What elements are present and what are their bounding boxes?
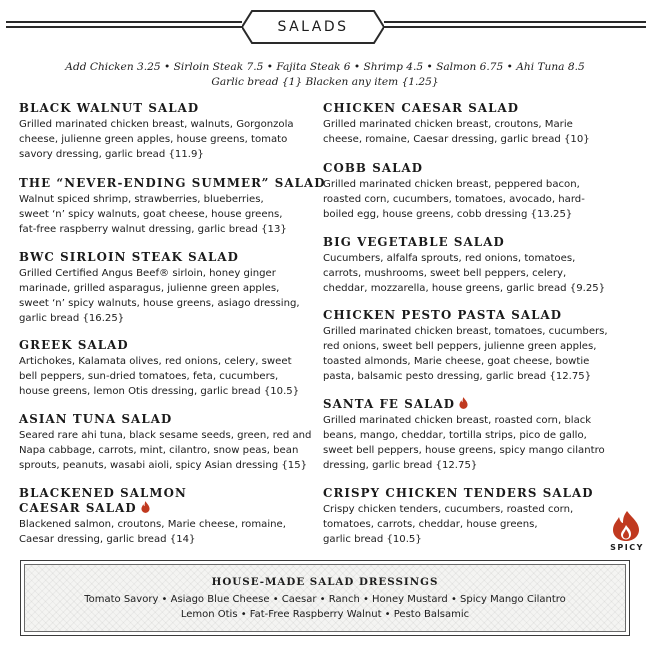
dressings-list-line-2: Lemon Otis • Fat-Free Raspberry Walnut • Pesto Balsamic <box>180 609 470 620</box>
menu-item-asian-tuna-salad <box>19 412 311 473</box>
menu-item-chicken-caesar-salad <box>323 101 590 147</box>
item-description: Blackened salmon, croutons, Marie cheese, romaine, Caesar dressing, garlic bread {14} <box>19 519 286 545</box>
header-banner <box>242 10 384 44</box>
menu-item-black-walnut-salad <box>19 101 294 162</box>
item-title-line-2: CAESAR SALAD <box>19 501 286 516</box>
item-description: Grilled marinated chicken breast, croutons, Marie cheese, romaine, Caesar dressing, garlic bread {10} <box>323 119 590 145</box>
item-description: Walnut spiced shrimp, strawberries, blueberries, sweet ‘n’ spicy walnuts, goat cheese, house greens, fat-free raspberry walnut dressing, garlic bread {13} <box>19 194 287 235</box>
spicy-legend-icon <box>612 511 640 545</box>
menu-item-blackened-salmon-caesar-salad <box>19 486 286 547</box>
menu-item-chicken-pesto-pasta-salad <box>323 308 608 384</box>
item-description: Crispy chicken tenders, cucumbers, roasted corn, tomatoes, carrots, cheddar, house greens, garlic bread {10.5} <box>323 504 574 545</box>
item-title: CHICKEN CAESAR SALAD <box>323 101 520 115</box>
menu-item-cobb-salad <box>323 161 585 222</box>
header-rule-right <box>384 21 646 28</box>
spicy-label: SPICY <box>610 543 644 552</box>
item-title: CHICKEN PESTO PASTA SALAD <box>323 308 563 322</box>
item-title: BLACK WALNUT SALAD <box>19 101 200 115</box>
item-title: BLACKENED SALMON <box>19 486 187 500</box>
item-description: Artichokes, Kalamata olives, red onions, celery, sweet bell peppers, sun-dried tomatoes, feta, cucumbers, house greens, lemon Otis dressing, garlic bread {10.5} <box>19 356 300 397</box>
item-description: Grilled marinated chicken breast, peppered bacon, roasted corn, cucumbers, tomatoes, avocado, hard- boiled egg, house greens, cobb dressing {13.25} <box>323 179 585 220</box>
dressings-title: HOUSE-MADE SALAD DRESSINGS <box>211 576 439 588</box>
item-title: BIG VEGETABLE SALAD <box>323 235 505 249</box>
item-description: Grilled marinated chicken breast, walnuts, Gorgonzola cheese, julienne green apples, house greens, tomato savory dressing, garlic bread {11.9} <box>19 119 294 160</box>
menu-item-santa-fe-salad <box>323 397 605 473</box>
item-title: COBB SALAD <box>323 161 424 175</box>
flame-icon <box>612 511 640 541</box>
item-description: Cucumbers, alfalfa sprouts, red onions, tomatoes, carrots, mushrooms, sweet bell peppers, celery, cheddar, mozzarella, house greens, garlic bread {9.25} <box>323 253 606 294</box>
flame-icon <box>141 501 150 513</box>
menu-item-big-vegetable-salad <box>323 235 605 296</box>
item-title: CRISPY CHICKEN TENDERS SALAD <box>323 486 594 500</box>
menu-item-never-ending-summer-salad <box>19 176 326 237</box>
item-title: ASIAN TUNA SALAD <box>19 412 173 426</box>
item-title: THE “NEVER-ENDING SUMMER” SALAD <box>19 176 326 190</box>
item-description: Grilled marinated chicken breast, roasted corn, black beans, mango, cheddar, tortilla strips, pico de gallo, sweet bell peppers, house greens, spicy mango cilantro dressing, garlic bread {12.75} <box>323 415 605 471</box>
item-title: BWC SIRLOIN STEAK SALAD <box>19 250 239 264</box>
menu-item-greek-salad <box>19 338 299 399</box>
menu-item-crispy-chicken-tenders-salad <box>323 486 594 547</box>
item-title: GREEK SALAD <box>19 338 129 352</box>
item-description: Grilled marinated chicken breast, tomatoes, cucumbers, red onions, sweet bell peppers, julienne green apples, toasted almonds, Marie cheese, goat cheese, bowtie pasta, balsamic pesto dressing, garlic bread {12.75} <box>323 326 608 382</box>
item-description: Grilled Certified Angus Beef® sirloin, honey ginger marinade, grilled asparagus, julienne green apples, sweet ‘n’ spicy walnuts, house greens, asiago dressing, garlic bread {16.25} <box>19 268 300 324</box>
dressings-list-line-1: Tomato Savory • Asiago Blue Cheese • Caesar • Ranch • Honey Mustard • Spicy Mango Cilantro <box>84 594 566 605</box>
addons-line-2: Garlic bread {1} Blacken any item {1.25} <box>211 76 439 88</box>
item-title: SANTA FE SALAD <box>323 397 605 412</box>
menu-item-bwc-sirloin-steak-salad <box>19 250 300 326</box>
page-title: SALADS <box>277 19 349 35</box>
addons-line-1: Add Chicken 3.25 • Sirloin Steak 7.5 • Fajita Steak 6 • Shrimp 4.5 • Salmon 6.75 • Ahi Tuna 8.5 <box>65 61 585 73</box>
item-description: Seared rare ahi tuna, black sesame seeds, green, red and Napa cabbage, carrots, mint, cilantro, snow peas, bean sprouts, peanuts, wasabi aioli, spicy Asian dressing {15} <box>19 430 312 471</box>
flame-icon <box>459 397 468 409</box>
header-rule-left <box>6 21 242 28</box>
